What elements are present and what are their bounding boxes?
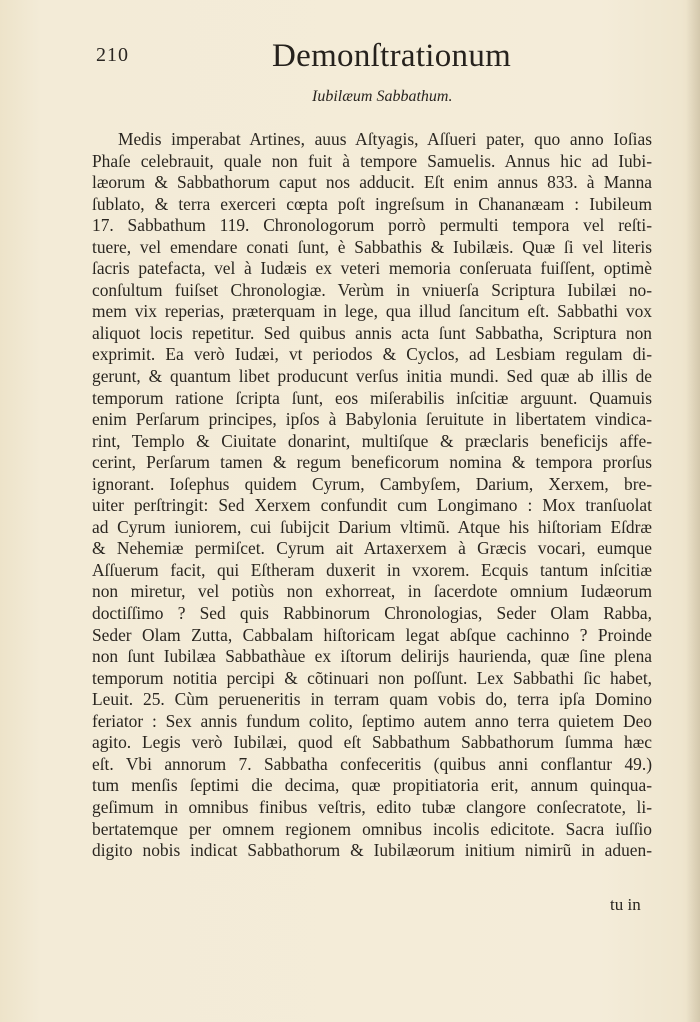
text-line: tuere, vel emendare conati ſunt, è Sabbathis & Iubilæis. Quæ ſi vel literis xyxy=(92,236,652,257)
text-line: temporum notitia percipi & cõtinuari non poſſunt. Lex Sabbathi ſic habet, xyxy=(92,667,652,688)
text-line: non ſunt Iubilæa Sabbathàue ex iſtorum delirijs haurienda, quæ ſine plena xyxy=(92,646,652,667)
text-line: & Nehemiæ permiſcet. Cyrum ait Artaxerxem à Græcis vocari, eumque xyxy=(92,538,652,559)
text-line: aliquot locis repetitur. Sed quibus annis acta ſunt Sabbatha, Scriptura non xyxy=(92,322,652,343)
text-line: feriator : Sex annis fundum colito, ſeptimo autem anno terra quietem Deo xyxy=(92,710,652,731)
page-edge-shadow xyxy=(686,0,700,1022)
text-line: gerunt, & quantum libet producunt verſus initia mundi. Sed quæ ab illis de xyxy=(92,366,652,387)
text-line: tum menſis ſeptimi die decima, quæ propitiatoria erit, annum quinqua- xyxy=(92,775,652,796)
text-line: rint, Templo & Ciuitate donarint, multiſque & præclaris beneficijs affe- xyxy=(92,430,652,451)
body-text xyxy=(92,129,652,862)
text-line: non miretur, vel potiùs non exhorreat, in ſacerdote omnium Iudæorum xyxy=(92,581,652,602)
section-title: Iubilæum Sabbathum. xyxy=(312,88,453,105)
text-line: digito nobis indicat Sabbathorum & Iubilæorum initium nimirũ in aduen- xyxy=(92,840,652,861)
text-line: Phaſe celebrauit, quale non fuit à tempore Samuelis. Annus hic ad Iubi- xyxy=(92,150,652,171)
page-number: 210 xyxy=(96,44,129,66)
catchword: tu in xyxy=(610,895,641,914)
text-line: Seder Olam Zutta, Cabbalam hiſtoricam legat abſque cachinno ? Proinde xyxy=(92,624,652,645)
text-line: ſublato, & terra exerceri cœpta poſt ingreſsum in Chananæam : Iubileum xyxy=(92,193,652,214)
text-line: conſultum fuiſset Chronologiæ. Verùm in vniuerſa Scriptura Iubilæi no- xyxy=(92,279,652,300)
text-line: Aſſuerum facit, qui Eſtheram duxerit in vxorem. Ecquis tantum inſcitiæ xyxy=(92,559,652,580)
text-line: 17. Sabbathum 119. Chronologorum porrò permulti tempora vel reſti- xyxy=(92,215,652,236)
text-line: geſimum in omnibus finibus veſtris, edito tubæ clangore conſecratote, li- xyxy=(92,796,652,817)
text-line: ignorant. Ioſephus quidem Cyrum, Cambyſem, Darium, Xerxem, bre- xyxy=(92,473,652,494)
text-line: doctiſſimo ? Sed quis Rabbinorum Chronologias, Seder Olam Rabba, xyxy=(92,603,652,624)
text-line: eſt. Vbi annorum 7. Sabbatha confeceritis (quibus anni conflantur 49.) xyxy=(92,753,652,774)
text-line: temporum ratione ſcripta ſunt, eos miſerabilis inſcitiæ arguunt. Quamuis xyxy=(92,387,652,408)
text-line: ſacris patefacta, vel à Iudæis ex veteri memoria conſeruata fuiſſent, optimè xyxy=(92,258,652,279)
text-line: enim Perſarum principes, ipſos à Babylonia ſeruitute in libertatem vindica- xyxy=(92,409,652,430)
text-line: bertatemque per omnem regionem omnibus incolis edicitote. Sacra iuſſio xyxy=(92,818,652,839)
text-line: Leuit. 25. Cùm perueneritis in terram quam vobis do, terra ipſa Domino xyxy=(92,689,652,710)
text-line: agito. Legis verò Iubilæi, quod eſt Sabbathum Sabbathorum ſumma hæc xyxy=(92,732,652,753)
text-line: læorum & Sabbathorum caput nos adducit. Eſt enim annus 833. à Manna xyxy=(92,172,652,193)
text-line: exprimit. Ea verò Iudæi, vt periodos & Cyclos, ad Lesbiam regulam di- xyxy=(92,344,652,365)
text-line: mem vix reperias, præterquam in lege, qua illud ſancitum eſt. Sabbathi vox xyxy=(92,301,652,322)
running-title: Demonſtrationum xyxy=(272,38,512,74)
text-line: cerint, Perſarum tamen & regum beneficorum nomina & tempora prorſus xyxy=(92,452,652,473)
text-line: Medis imperabat Artines, auus Aſtyagis, Aſſueri pater, quo anno Ioſias xyxy=(118,129,652,149)
text-line: uiter perſtringit: Sed Xerxem confundit cum Longimano : Mox tranſuolat xyxy=(92,495,652,516)
text-line: ad Cyrum iuniorem, cui ſubijcit Darium vltimũ. Atque his hiſtoriam Eſdræ xyxy=(92,516,652,537)
